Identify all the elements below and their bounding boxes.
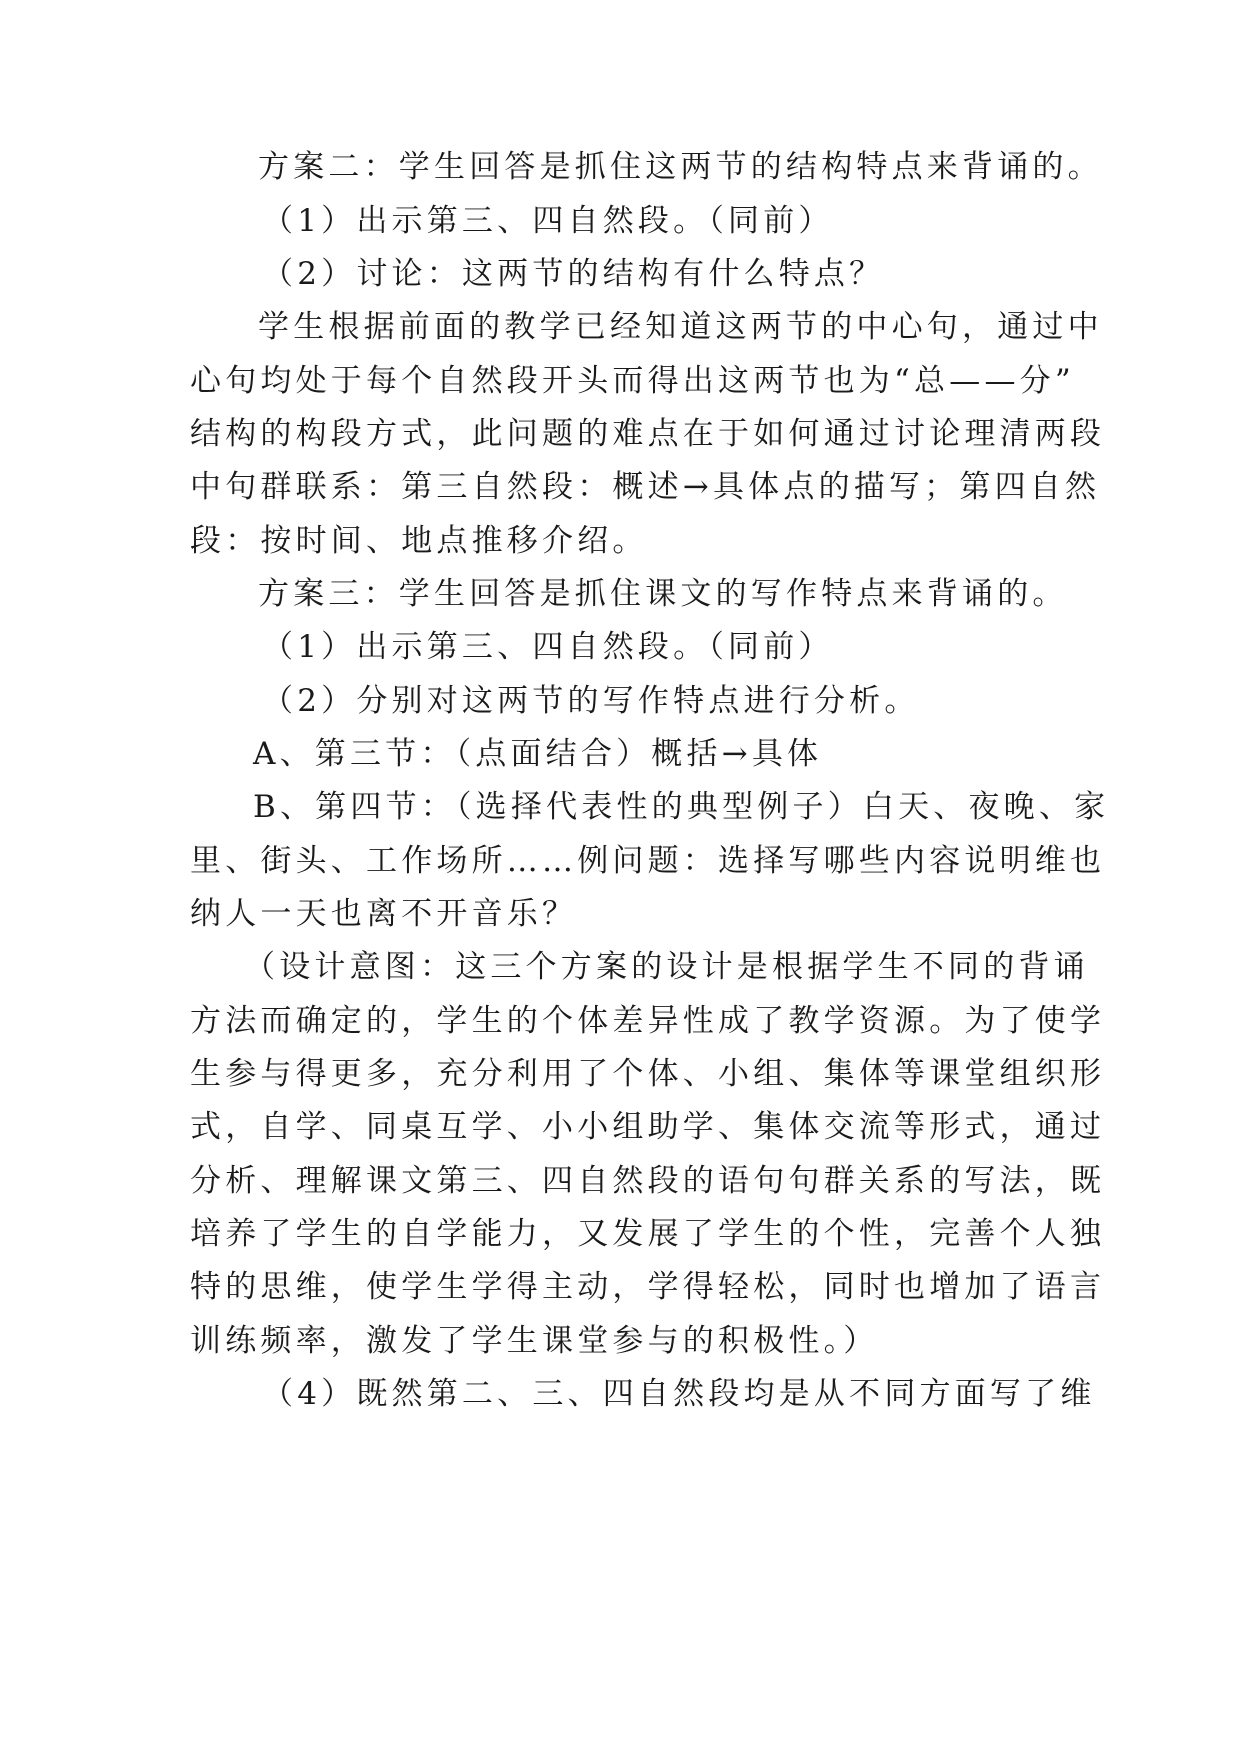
text-line: 特的思维，使学生学得主动，学得轻松，同时也增加了语言 [190, 1269, 1106, 1305]
text-line: 段：按时间、地点推移介绍。 [190, 523, 648, 559]
text-line: （4）既然第二、三、四自然段均是从不同方面写了维 [262, 1376, 1096, 1412]
text-line: 结构的构段方式，此问题的难点在于如何通过讨论理清两段 [190, 416, 1106, 452]
text-line: 纳人一天也离不开音乐？ [190, 896, 578, 932]
text-line: 培养了学生的自学能力，又发展了学生的个性，完善个人独 [190, 1216, 1106, 1252]
text-line: 学生根据前面的教学已经知道这两节的中心句，通过中 [258, 309, 1103, 345]
text-line: 训练频率，激发了学生课堂参与的积极性。） [190, 1323, 879, 1359]
text-line: 心句均处于每个自然段开头而得出这两节也为“总——分” [190, 363, 1075, 399]
text-line: 方案二：学生回答是抓住这两节的结构特点来背诵的。 [258, 149, 1103, 185]
text-line: 方案三：学生回答是抓住课文的写作特点来背诵的。 [258, 576, 1068, 612]
text-line: 式，自学、同桌互学、小小组助学、集体交流等形式，通过 [190, 1109, 1106, 1145]
text-line: A、第三节：（点面结合）概括→具体 [253, 736, 823, 772]
text-line: 分析、理解课文第三、四自然段的语句句群关系的写法，既 [190, 1163, 1106, 1199]
text-line: （2）分别对这两节的写作特点进行分析。 [262, 683, 920, 719]
text-line: 方法而确定的，学生的个体差异性成了教学资源。为了使学 [190, 1003, 1106, 1039]
text-line: （1）出示第三、四自然段。（同前） [262, 203, 834, 239]
text-line: （1）出示第三、四自然段。（同前） [262, 629, 834, 665]
text-line: （2）讨论：这两节的结构有什么特点？ [262, 256, 885, 292]
text-line: 里、街头、工作场所……例问题：选择写哪些内容说明维也 [190, 843, 1106, 879]
text-line: B、第四节：（选择代表性的典型例子）白天、夜晚、家 [253, 789, 1110, 825]
text-line: 中句群联系：第三自然段：概述→具体点的描写；第四自然 [190, 469, 1101, 505]
text-line: （设计意图：这三个方案的设计是根据学生不同的背诵 [244, 949, 1089, 985]
text-line: 生参与得更多，充分利用了个体、小组、集体等课堂组织形 [190, 1056, 1106, 1092]
